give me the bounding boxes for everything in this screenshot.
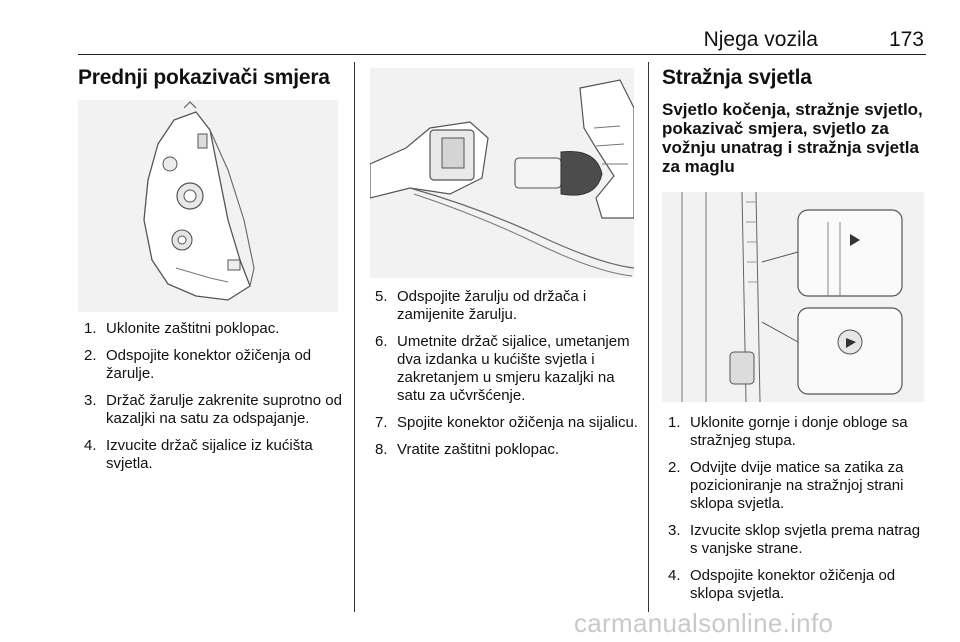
right-section-title: Stražnja svjetla: [662, 66, 812, 89]
list-item: 4. Izvucite držač sijalice iz kućišta svjetla.: [84, 437, 313, 472]
left-steps: [84, 320, 350, 482]
front-indicator-figure: [78, 100, 338, 312]
page-header: [78, 24, 926, 55]
headlamp-assembly-illustration: [78, 100, 338, 312]
list-item: 4. Odspojite konektor ožičenja od sklopa svjetla.: [668, 567, 896, 602]
bulb-and-holder-illustration: [370, 68, 634, 278]
left-column: [78, 66, 348, 90]
list-item: 5. Odspojite žarulju od držača i zamijenite žarulju.: [375, 288, 587, 323]
list-item: 1. Uklonite zaštitni poklopac.: [84, 320, 280, 337]
middle-steps: [375, 288, 645, 468]
rear-pillar-illustration: [662, 192, 924, 402]
right-subsection-title: Svjetlo kočenja, stražnje svjetlo, pokazivač smjera, svjetlo za vožnju unatrag i stražnja svjetla za maglu: [662, 100, 923, 176]
list-item: 2. Odspojite konektor ožičenja od žarulje.: [84, 347, 312, 382]
right-steps: [668, 414, 930, 612]
list-item: 7. Spojite konektor ožičenja na sijalicu.: [375, 414, 638, 431]
list-item: 1. Uklonite gornje i donje obloge sa stražnjeg stupa.: [668, 414, 908, 449]
column-divider-1: [354, 62, 355, 612]
list-item: 8. Vratite zaštitni poklopac.: [375, 441, 560, 458]
watermark: carmanualsonline.info: [574, 608, 834, 638]
list-item: 6. Umetnite držač sijalice, umetanjem dva izdanka u kućište svjetla i zakretanjem u smjeru kazaljki na satu za učvršćenje.: [375, 333, 630, 404]
list-item: 3. Držač žarulje zakrenite suprotno od kazaljki na satu za odspajanje.: [84, 392, 342, 427]
page-number: 173: [888, 28, 924, 51]
middle-step-list: [375, 288, 645, 459]
left-section-title: Prednji pokazivači smjera: [78, 66, 330, 89]
list-item: 3. Izvucite sklop svjetla prema natrag s vanjske strane.: [668, 522, 921, 557]
right-step-list: [668, 414, 930, 603]
section-title: Njega vozila: [703, 28, 818, 51]
left-step-list: [84, 320, 350, 473]
column-divider-2: [648, 62, 649, 612]
rear-lamp-figure: [662, 192, 924, 402]
bulb-replacement-figure: [370, 68, 634, 278]
list-item: 2. Odvijte dvije matice sa zatika za pozicioniranje na stražnjoj strani sklopa svjetla.: [668, 459, 904, 512]
right-column-header: [662, 66, 924, 176]
